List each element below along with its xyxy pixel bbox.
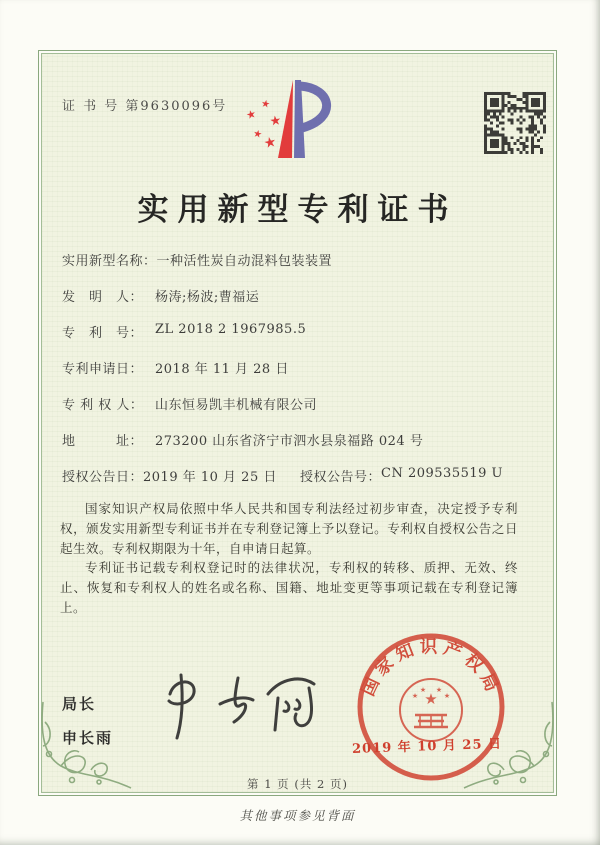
field-value: 杨涛;杨波;曹福运 xyxy=(155,290,260,305)
field-inventors xyxy=(62,286,522,322)
field-label: 专利申请日： xyxy=(62,362,144,377)
field-label: 地 址： xyxy=(62,434,144,449)
field-value: 2018 年 11 月 28 日 xyxy=(155,362,289,377)
field-label: 专 利 权 人： xyxy=(62,398,144,413)
field-value: 一种活性炭自动混料包装装置 xyxy=(156,254,333,269)
svg-text:★: ★ xyxy=(424,690,438,708)
field-grant-row xyxy=(62,466,522,502)
legal-paragraph-2: 专利证书记载专利权登记时的法律状况，专利权的转移、质押、无效、终止、恢复和专利权人的姓名或名称、国籍、地址变更等事项记载在专利登记簿上。 xyxy=(60,560,518,615)
seal-text: 国家知识产权局 xyxy=(358,637,504,700)
field-value: 山东恒易凯丰机械有限公司 xyxy=(155,398,318,413)
field-value: CN 209535519 U xyxy=(381,466,503,481)
field-label: 实用新型名称： xyxy=(62,254,157,269)
signer-name: 申长雨 xyxy=(62,729,114,747)
field-filing-date xyxy=(62,358,522,394)
cnipa-logo-icon xyxy=(238,76,358,188)
field-label: 发 明 人： xyxy=(62,290,144,305)
legal-paragraph-1: 国家知识产权局依照中华人民共和国专利法经过初步审查，决定授予专利权，颁发实用新型专利证书并在专利登记簿上予以登记。专利权自授权公告之日起生效。专利权期限为十年，自申请日起算。 xyxy=(60,501,518,556)
field-utility-model-name xyxy=(62,250,522,286)
grant-date xyxy=(62,466,277,485)
field-patent-number xyxy=(62,322,522,358)
svg-text:★: ★ xyxy=(411,692,419,700)
seal-date: 2019 年 10 月 25 日 xyxy=(351,736,503,757)
svg-text:★: ★ xyxy=(435,686,443,694)
certificate-number: 证 书 号 第9630096号 xyxy=(62,99,228,114)
svg-text:★: ★ xyxy=(260,98,271,111)
field-patentee xyxy=(62,394,522,430)
certificate-title: 实用新型专利证书 xyxy=(137,192,458,228)
legal-text xyxy=(60,499,518,618)
svg-text:★: ★ xyxy=(268,113,283,130)
field-label: 授权公告号： xyxy=(300,470,382,485)
qr-code xyxy=(484,92,546,154)
national-emblem-icon xyxy=(400,679,462,741)
cnipa-official-seal xyxy=(352,628,510,786)
field-value: 273200 山东省济宁市泗水县泉福路 024 号 xyxy=(155,434,424,449)
commissioner-signature xyxy=(148,662,333,754)
page-number: 第 1 页 (共 2 页) xyxy=(247,777,348,791)
svg-text:★: ★ xyxy=(244,107,258,123)
svg-text:★: ★ xyxy=(443,692,451,700)
signer-title: 局长 xyxy=(62,695,97,713)
field-value: ZL 2018 2 1967985.5 xyxy=(155,322,307,337)
field-label: 专 利 号： xyxy=(62,326,144,341)
field-address xyxy=(62,430,522,466)
back-side-note: 其他事项参见背面 xyxy=(239,808,356,823)
svg-text:★: ★ xyxy=(251,128,264,141)
signer-block xyxy=(62,693,113,761)
svg-text:★: ★ xyxy=(262,133,278,153)
field-value: 2019 年 10 月 25 日 xyxy=(143,470,277,485)
field-list xyxy=(62,250,522,502)
svg-text:★: ★ xyxy=(419,686,427,694)
field-label: 授权公告日： xyxy=(62,470,144,485)
grant-number xyxy=(300,466,503,485)
